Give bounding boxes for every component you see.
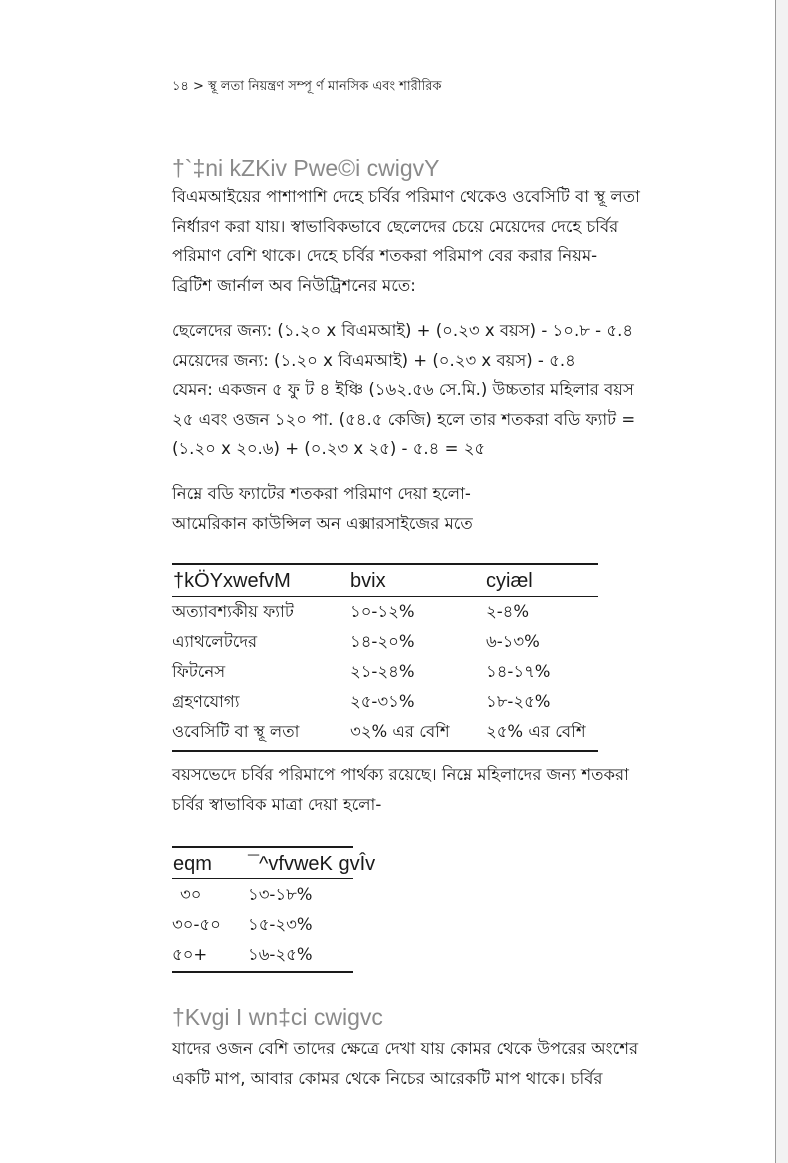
text-line: নির্ধারণ করা যায়। স্বাভাবিকভাবে ছেলেদের চেয়ে মেয়েদের দেহে চর্বির bbox=[172, 216, 619, 236]
formula-paragraph bbox=[172, 316, 697, 464]
text-line: ব্রিটিশ জার্নাল অব নিউট্রিশনের মতে: bbox=[172, 275, 416, 295]
table-cell: ১৪-২০% bbox=[350, 632, 415, 651]
table-cell: ২৫-৩১% bbox=[350, 692, 415, 711]
waist-hip-paragraph bbox=[172, 1034, 697, 1093]
text-line: বয়সভেদে চর্বির পরিমাপে পার্থক্য রয়েছে। নিম্নে মহিলাদের জন্য শতকরা bbox=[172, 765, 629, 784]
text-line: পরিমাণ বেশি থাকে। দেহে চর্বির শতকরা পরিমাপ বের করার নিয়ম- bbox=[172, 246, 598, 265]
table-cell: ২-৪% bbox=[486, 602, 530, 621]
example-line: ২৫ এবং ওজন ১২০ পা. (৫৪.৫ কেজি) হলে তার শতকরা বডি ফ্যাট = bbox=[172, 409, 636, 429]
table-cell: ৩০ bbox=[180, 885, 202, 904]
page-edge bbox=[775, 0, 788, 1163]
table-cell: ৫০+ bbox=[172, 945, 208, 964]
table-cell: ৩২% এর বেশি bbox=[350, 722, 450, 741]
table-top-rule bbox=[172, 846, 353, 848]
table-cell: ২১-২৪% bbox=[350, 662, 415, 681]
table-header-rule bbox=[172, 596, 598, 597]
table-cell: ফিটনেস bbox=[172, 662, 226, 681]
table-header-age: eqm bbox=[173, 853, 212, 875]
table-cell: এ্যাথলেটদের bbox=[172, 632, 258, 651]
table-header-normal-level: ¯^vfvweK gvÎv bbox=[248, 853, 376, 875]
running-head: ১৪ > স্থূ লতা নিয়ন্ত্রণ সম্পূ র্ণ মানসিক এবং শারীরিক bbox=[172, 79, 442, 94]
text-line: চর্বির স্বাভাবিক মাত্রা দেয়া হলো- bbox=[172, 794, 382, 814]
section-heading-body-fat: †`‡ni kZKiv Pwe©i cwigvY bbox=[172, 155, 440, 181]
table-cell: ১৪-১৭% bbox=[486, 662, 551, 681]
table-cell: অত্যাবশ্যকীয় ফ্যাট bbox=[172, 602, 294, 621]
table-header-men: cyiæl bbox=[486, 570, 533, 592]
table-cell: ১০-১২% bbox=[350, 602, 415, 621]
age-intro-paragraph bbox=[172, 760, 697, 819]
table-cell: গ্রহণযোগ্য bbox=[172, 692, 240, 711]
table-cell: ১৬-২৫% bbox=[248, 945, 313, 964]
text-line: বিএমআইয়ের পাশাপাশি দেহে চর্বির পরিমাণ থেকেও ওবেসিটি বা স্থূ লতা bbox=[172, 187, 640, 206]
table-header-category: †kÖYxwefvM bbox=[173, 570, 291, 592]
table-cell: ৩০-৫০ bbox=[172, 915, 221, 934]
table-cell: ১৫-২৩% bbox=[248, 915, 313, 934]
section-heading-waist-hip: †Kvgi I wn‡ci cwigvc bbox=[172, 1004, 383, 1030]
table-header-rule bbox=[172, 878, 353, 879]
table-bottom-rule bbox=[172, 971, 353, 973]
text-line: আমেরিকান কাউন্সিল অন এক্সারসাইজের মতে bbox=[172, 513, 473, 533]
table-cell: ওবেসিটি বা স্থূ লতা bbox=[172, 722, 300, 741]
text-line: নিম্নে বডি ফ্যাটের শতকরা পরিমাণ দেয়া হলো- bbox=[172, 484, 471, 503]
text-line: যাদের ওজন বেশি তাদের ক্ষেত্রে দেখা যায় কোমর থেকে উপরের অংশের bbox=[172, 1039, 639, 1058]
formula-men: ছেলেদের জন্য: (১.২০ x বিএমআই) + (০.২৩ x বয়স) - ১০.৮ - ৫.৪ bbox=[172, 321, 634, 340]
table-cell: ২৫% এর বেশি bbox=[486, 722, 586, 741]
formula-women: মেয়েদের জন্য: (১.২০ x বিএমআই) + (০.২৩ x বয়স) - ৫.৪ bbox=[172, 350, 576, 370]
intro-paragraph bbox=[172, 182, 697, 300]
table-intro-paragraph bbox=[172, 479, 697, 538]
table-header-women: bvix bbox=[350, 570, 386, 592]
table-cell: ১৮-২৫% bbox=[486, 692, 551, 711]
table-cell: ১৩-১৮% bbox=[248, 885, 313, 904]
table-cell: ৬-১৩% bbox=[486, 632, 540, 651]
example-line: যেমন: একজন ৫ ফু ট ৪ ইঞ্চি (১৬২.৫৬ সে.মি.) উচ্চতার মহিলার বয়স bbox=[172, 380, 634, 399]
table-bottom-rule bbox=[172, 750, 598, 752]
table-top-rule bbox=[172, 563, 598, 565]
text-line: একটি মাপ, আবার কোমর থেকে নিচের আরেকটি মাপ থাকে। চর্বির bbox=[172, 1068, 603, 1088]
example-line: (১.২০ x ২০.৬) + (০.২৩ x ২৫) - ৫.৪ = ২৫ bbox=[172, 439, 486, 458]
